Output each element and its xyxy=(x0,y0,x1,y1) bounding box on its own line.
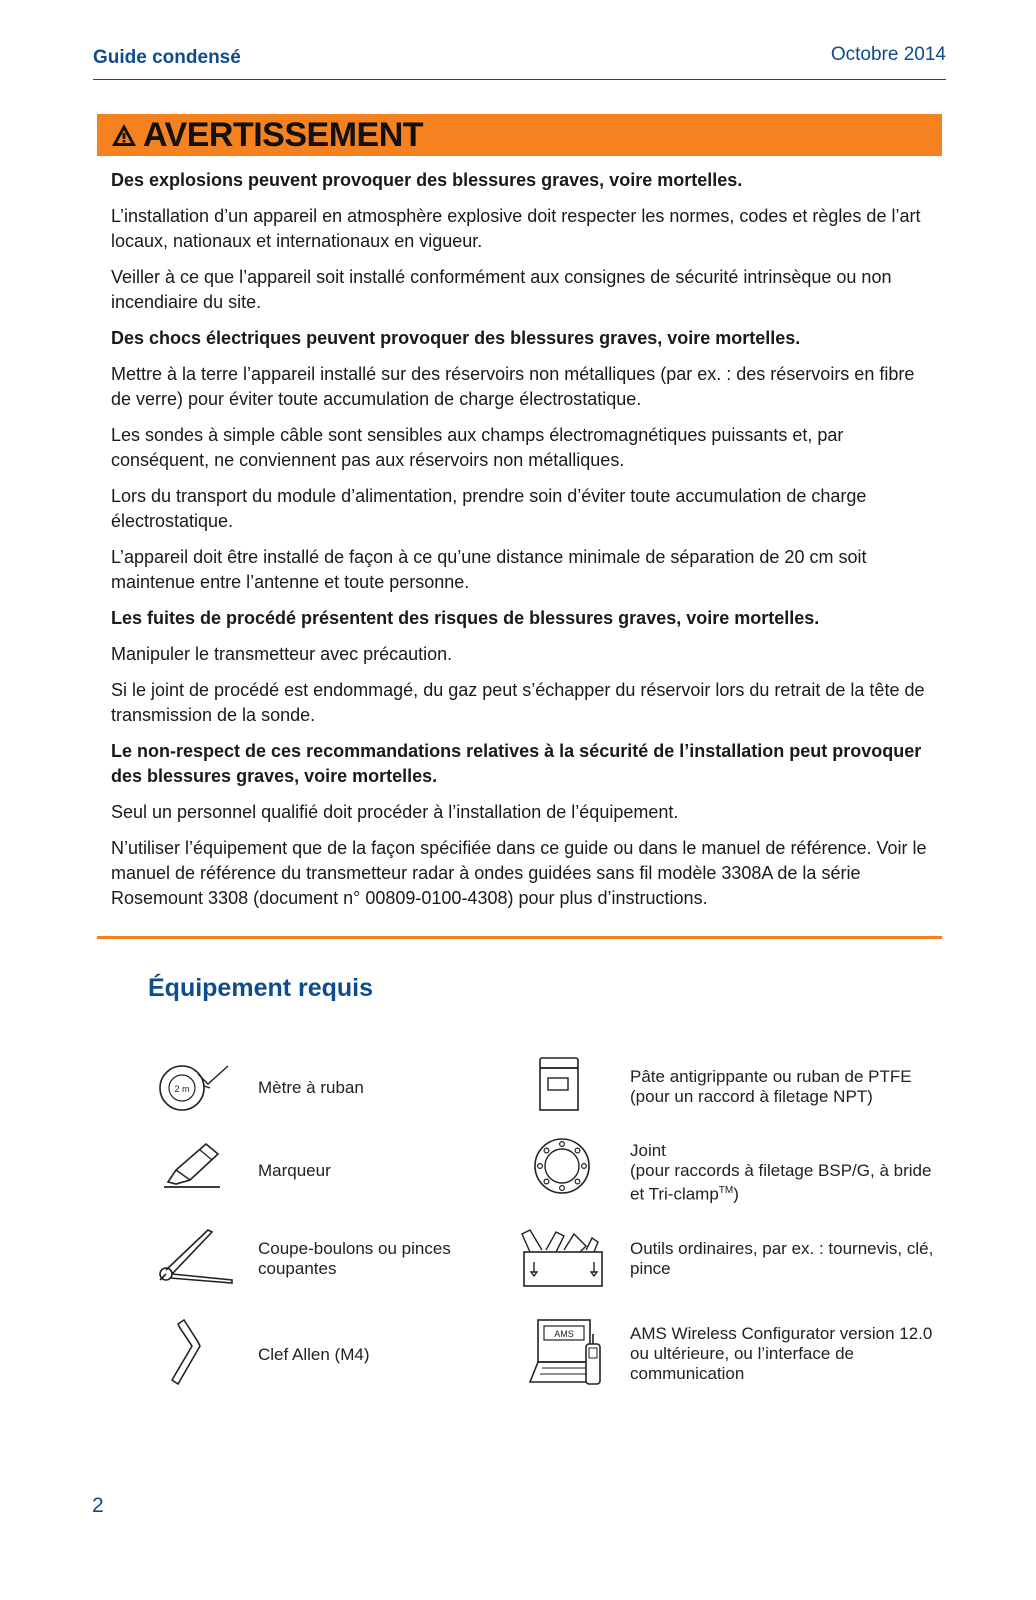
equipment-label-line xyxy=(258,1259,451,1279)
equipment-label-line xyxy=(630,1087,912,1107)
warning-heading: Les fuites de procédé présentent des risques de blessures graves, voire mortelles. xyxy=(111,608,820,628)
warning-heading: Des chocs électriques peuvent provoquer des blessures graves, voire mortelles. xyxy=(111,328,801,348)
toolbox-icon xyxy=(520,1228,606,1290)
equipment-label-text: Coupe-boulons ou pinces xyxy=(258,1239,451,1258)
svg-text:2 m: 2 m xyxy=(174,1084,190,1094)
equipment-label-line xyxy=(258,1078,364,1098)
equipment-label-text: Marqueur xyxy=(258,1161,331,1180)
equipment-label-line xyxy=(630,1344,932,1364)
equipment-label-text: Joint xyxy=(630,1141,666,1160)
warning-paragraph: Si le joint de procédé est endommagé, du gaz peut s’échapper du réservoir lors du retrait de la tête de transmission de la sonde. xyxy=(111,680,925,725)
equipment-label-line xyxy=(630,1141,931,1161)
equipment-label-suffix: ) xyxy=(733,1184,739,1204)
equipment-label-line xyxy=(630,1364,932,1384)
warning-paragraph: Veiller à ce que l’appareil soit installé conformément aux consignes de sécurité intrinsèque ou non incendiaire du site. xyxy=(111,267,892,312)
warning-paragraph: Seul un personnel qualifié doit procéder à l’installation de l’équipement. xyxy=(111,802,679,822)
equipment-label xyxy=(630,1067,912,1107)
equipment-label-text: Clef Allen (M4) xyxy=(258,1345,370,1364)
warning-paragraph: Mettre à la terre l’appareil installé sur des réservoirs non métalliques (par ex. : des réservoirs en fibre de verre) pour éviter toute accumulation de charge électrostatique. xyxy=(111,364,915,409)
bolt-cutter-icon xyxy=(156,1228,236,1286)
equipment-label-text: (pour raccords à filetage BSP/G, à bride xyxy=(630,1161,932,1180)
equipment-label-text: pince xyxy=(630,1259,671,1278)
warning-paragraph: N’utiliser l’équipement que de la façon spécifiée dans ce guide ou dans le manuel de référence. Voir le manuel de référence du transmetteur radar à ondes guidées sans fil modèle 3308A de la série Rosemount 3308 (document n° 00809-0100-4308) pour plus d’instructions. xyxy=(111,838,927,908)
warning-paragraph: Manipuler le transmetteur avec précaution. xyxy=(111,644,453,664)
equipment-label-line xyxy=(258,1345,369,1365)
equipment-label-line xyxy=(630,1181,931,1205)
equipment-label-line xyxy=(630,1067,912,1087)
equipment-label-line xyxy=(630,1239,933,1259)
warning-end-rule xyxy=(97,936,942,939)
warning-title: AVERTISSEMENT xyxy=(143,115,424,154)
page-number: 2 xyxy=(92,1494,104,1517)
paste-jar-icon xyxy=(536,1056,582,1114)
equipment-label xyxy=(258,1161,331,1181)
equipment-label-line xyxy=(258,1161,331,1181)
warning-paragraph: L’appareil doit être installé de façon à ce qu’une distance minimale de séparation de 20 cm soit maintenue entre l’antenne et toute personne. xyxy=(111,547,867,592)
warning-heading: Des explosions peuvent provoquer des blessures graves, voire mortelles. xyxy=(111,170,743,190)
equipment-label-text: et Tri-clamp xyxy=(630,1184,719,1204)
equipment-label xyxy=(630,1141,931,1205)
equipment-label-line xyxy=(258,1239,451,1259)
warning-body xyxy=(111,168,931,922)
equipment-label-text: Outils ordinaires, par ex. : tournevis, clé, xyxy=(630,1239,934,1258)
header-date: Octobre 2014 xyxy=(830,44,946,65)
warning-paragraph: L’installation d’un appareil en atmosphère explosive doit respecter les normes, codes et règles de l’art locaux, nationaux et internationaux en vigueur. xyxy=(111,206,921,251)
equipment-label xyxy=(630,1239,933,1279)
gasket-icon xyxy=(532,1136,592,1196)
warning-triangle-icon xyxy=(111,123,137,147)
equipment-label-line xyxy=(630,1259,933,1279)
allen-key-icon xyxy=(170,1318,214,1388)
laptop-communicator-icon xyxy=(528,1316,608,1388)
equipment-label-text: Pâte antigrippante ou ruban de PTFE xyxy=(630,1067,912,1086)
header-rule xyxy=(93,79,946,80)
equipment-label xyxy=(630,1324,932,1384)
equipment-section-title: Équipement requis xyxy=(148,974,374,1002)
equipment-label-text: AMS Wireless Configurator version 12.0 xyxy=(630,1324,933,1343)
warning-heading: Le non-respect de ces recommandations relatives à la sécurité de l’installation peut provoquer des blessures graves, voire mortelles. xyxy=(111,741,922,786)
warning-banner xyxy=(97,114,942,156)
equipment-label xyxy=(258,1078,364,1098)
equipment-label-text: communication xyxy=(630,1364,745,1383)
trademark-mark: TM xyxy=(718,1185,734,1196)
equipment-label-line xyxy=(630,1161,931,1181)
equipment-label xyxy=(258,1239,451,1279)
equipment-label-text: Mètre à ruban xyxy=(258,1078,364,1097)
equipment-label-text: (pour un raccord à filetage NPT) xyxy=(630,1087,873,1106)
equipment-label-line xyxy=(630,1324,932,1344)
header-title: Guide condensé xyxy=(93,47,241,68)
equipment-label-text: ou ultérieure, ou l’interface de xyxy=(630,1344,854,1363)
equipment-label-text: coupantes xyxy=(258,1259,337,1278)
warning-paragraph: Lors du transport du module d’alimentation, prendre soin d’éviter toute accumulation de charge électrostatique. xyxy=(111,486,867,531)
tape-measure-icon xyxy=(158,1062,230,1112)
warning-paragraph: Les sondes à simple câble sont sensibles aux champs électromagnétiques puissants et, par conséquent, ne conviennent pas aux réservoirs non métalliques. xyxy=(111,425,844,470)
equipment-label xyxy=(258,1345,369,1365)
marker-icon xyxy=(162,1140,224,1190)
svg-text:AMS: AMS xyxy=(554,1329,574,1339)
